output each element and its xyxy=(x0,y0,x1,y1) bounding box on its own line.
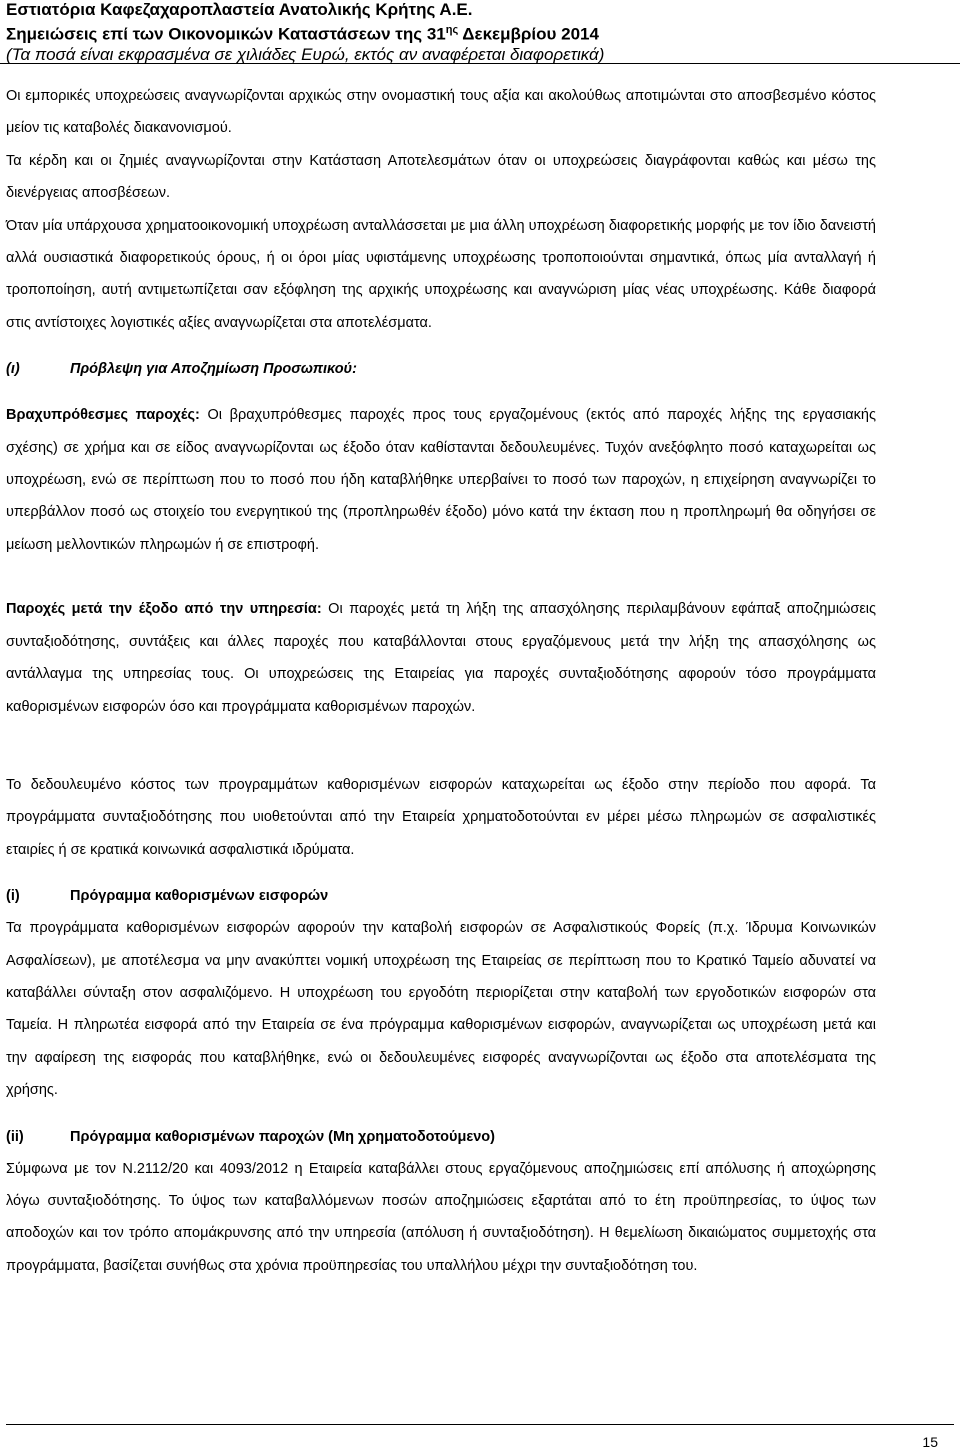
paragraph-text: Οι βραχυπρόθεσμες παροχές προς τους εργαζομένους (εκτός από παροχές λήξης της εργασιακής σχέσης) σε χρήμα και σε είδος αναγνωρίζονται ως έξοδο όταν καθίστανται δεδουλευμένες. Τυχόν ανεξόφλητο ποσό καταχωρείται ως υποχρέωση, ενώ σε περίπτωση που το ποσό που ήδη καταβλήθηκε υπερβαίνει το ποσό των παροχών, η επιχείρηση αναγνωρίζει το υπερβάλλον ποσό ως στοιχείο του ενεργητικού της (προπληρωθέν έξοδο) μόνο κατά την έκταση που η προπληρωμή θα οδηγήσει σε μείωση μελλοντικών πληρωμών ή σε επιστροφή. xyxy=(6,407,876,553)
paragraph-text: Οι παροχές μετά τη λήξη της απασχόλησης περιλαμβάνουν εφάπαξ αποζημιώσεις συνταξιοδότησης, συντάξεις και άλλες παροχές που καταβάλλονται στους εργαζόμενους μετά την λήξη της απασχόλησης ως αντάλλαγμα της υπηρεσίας τους. Οι υποχρεώσεις της Εταιρείας για παροχές συνταξιοδότησης αφορούν τόσο προγράμματα καθορισμένων εισφορών όσο και προγράμματα καθορισμένων παροχών. xyxy=(6,601,876,715)
section-title: Πρόβλεψη για Αποζημίωση Προσωπικού: xyxy=(70,361,357,378)
paragraph xyxy=(6,399,876,561)
page-number: 15 xyxy=(922,1434,938,1450)
company-name: Εστιατόρια Καφεζαχαροπλαστεία Ανατολικής Κρήτης Α.Ε. xyxy=(6,0,473,19)
subsection-number: (ii) xyxy=(6,1128,24,1145)
subsection-title: Πρόγραμμα καθορισμένων παροχών (Μη χρηματοδοτούμενο) xyxy=(70,1128,495,1145)
paragraph-lead: Βραχυπρόθεσμες παροχές: xyxy=(6,407,200,424)
notes-title-date: Δεκεμβρίου 2014 xyxy=(458,24,599,44)
currency-note: (Τα ποσά είναι εκφρασμένα σε χιλιάδες Ευρώ, εκτός αν αναφέρεται διαφορετικά) xyxy=(6,44,605,64)
paragraph: Τα κέρδη και οι ζημιές αναγνωρίζονται στην Κατάσταση Αποτελεσμάτων όταν οι υποχρεώσεις διαγράφονται καθώς και μέσω της διενέργειας αποσβέσεων. xyxy=(6,152,876,202)
paragraph xyxy=(6,593,876,723)
notes-title xyxy=(6,20,956,45)
notes-title-sup: ης xyxy=(445,24,459,36)
paragraph: Το δεδουλευμένο κόστος των προγραμμάτων καθορισμένων εισφορών καταχωρείται ως έξοδο στην περίοδο που αφορά. Τα προγράμματα συνταξιοδότησης που υιοθετούνται από την Εταιρεία χρηματοδοτούνται εν μέρει μέσω πληρωμών σε ασφαλιστικές εταιρίες ή σε κρατικά κοινωνικά ασφαλιστικά ιδρύματα. xyxy=(6,776,876,858)
paragraph: Τα προγράμματα καθορισμένων εισφορών αφορούν την καταβολή εισφορών σε Ασφαλιστικούς Φορείς (π.χ. Ίδρυμα Κοινωνικών Ασφαλίσεων), με αποτέλεσμα να μην ανακύπτει νομική υποχρέωση της Εταιρείας σε περίπτωση που το Κρατικό Ταμείο αδυνατεί να καταβάλλει σύνταξη στον ασφαλιζόμενο. Η υποχρέωση του εργοδότη περιορίζεται στην καταβολή των εργοδοτικών εισφορών στα Ταμεία. Η πληρωτέα εισφορά από την Εταιρεία σε ένα πρόγραμμα καθορισμένων εισφορών, αναγνωρίζεται ως υποχρέωση μετά και την αφαίρεση της εισφοράς που καταβλήθηκε, ενώ οι δεδουλευμένες εισφορές αναγνωρίζονται ως έξοδο στα αποτελέσματα της χρήσης. xyxy=(6,920,876,1099)
section-number: (ι) xyxy=(6,361,20,378)
document-header xyxy=(6,0,956,62)
document-body xyxy=(6,80,876,1282)
subsection-title: Πρόγραμμα καθορισμένων εισφορών xyxy=(70,888,329,905)
footer-rule xyxy=(6,1424,954,1425)
paragraph-lead: Παροχές μετά την έξοδο από την υπηρεσία: xyxy=(6,601,322,618)
subsection-heading xyxy=(6,880,876,912)
subsection-number: (i) xyxy=(6,888,20,905)
paragraph: Σύμφωνα με τον Ν.2112/20 και 4093/2012 η Εταιρεία καταβάλλει στους εργαζόμενους αποζημιώσεις επί απόλυσης ή αποχώρησης λόγω συνταξιοδότησης. Το ύψος των καταβαλλόμενων ποσών αποζημιώσεις εξαρτάται από το έτη προϋπηρεσίας, το ύψος των αποδοχών και τον τρόπο απομάκρυνσης από την υπηρεσία (απόλυση ή συνταξιοδότηση). Η θεμελίωση δικαιώματος συμμετοχής στα προγράμματα, βασίζεται συνήθως στα χρόνια προϋπηρεσίας του υπαλλήλου μέχρι την συνταξιοδότηση του. xyxy=(6,1160,876,1274)
header-rule xyxy=(0,63,960,64)
notes-title-text: Σημειώσεις επί των Οικονομικών Καταστάσεων της 31 xyxy=(6,24,446,44)
subsection-heading xyxy=(6,1121,876,1153)
section-heading xyxy=(6,353,876,385)
paragraph: Οι εμπορικές υποχρεώσεις αναγνωρίζονται αρχικώς στην ονομαστική τους αξία και ακολούθως αποτιμώνται στο αποσβεσμένο κόστος μείον τις καταβολές διακανονισμού. xyxy=(6,88,876,137)
paragraph: Όταν μία υπάρχουσα χρηματοοικονομική υποχρέωση ανταλλάσσεται με μια άλλη υποχρέωση διαφορετικής μορφής με τον ίδιο δανειστή αλλά ουσιαστικά διαφορετικούς όρους, ή οι όροι μίας υφιστάμενης υποχρέωσης τροποποιούνται σημαντικά, όπως μία ανταλλαγή ή τροποποίηση, αυτή αντιμετωπίζεται σαν εξόφληση της αρχικής υποχρέωσης και αναγνώριση μίας νέας υποχρέωσης. Κάθε διαφορά στις αντίστοιχες λογιστικές αξίες αναγνωρίζεται στα αποτελέσματα. xyxy=(6,217,876,331)
